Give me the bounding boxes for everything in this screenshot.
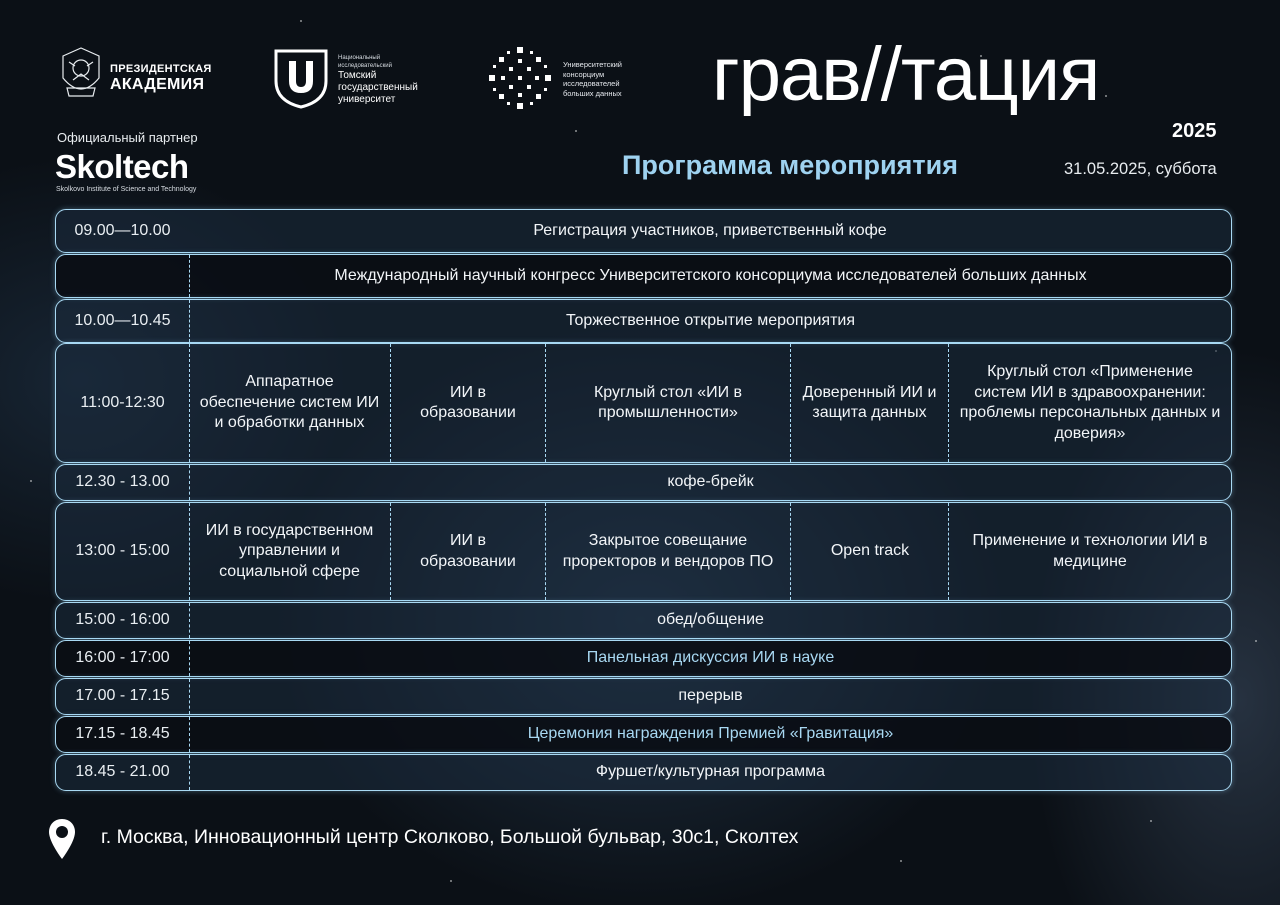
- session-closed-meeting: Закрытое совещание проректоров и вендоров ПО: [545, 503, 790, 600]
- row-text: Панельная дискуссия ИИ в науке: [189, 641, 1231, 676]
- session-medicine: Применение и технологии ИИ в медицине: [948, 503, 1231, 600]
- row-text: кофе-брейк: [189, 465, 1231, 500]
- session-education: ИИ в образовании: [390, 344, 545, 462]
- session-education-2: ИИ в образовании: [390, 503, 545, 600]
- event-address: г. Москва, Инновационный центр Сколково, Большой бульвар, 30с1, Сколтех: [101, 826, 799, 848]
- tsu-line-1: Томский: [338, 70, 377, 81]
- row-time: 15:00 - 16:00: [75, 611, 170, 629]
- schedule-row-sessions-2: [55, 502, 1232, 601]
- session-industry: Круглый стол «ИИ в промышленности»: [545, 344, 790, 462]
- page-title: Программа мероприятия: [622, 150, 958, 180]
- row-time: 12.30 - 13.00: [75, 473, 170, 491]
- schedule-row-lunch: [55, 602, 1232, 639]
- row-time: 11:00-12:30: [80, 393, 165, 411]
- tsu-line-3: университет: [338, 94, 396, 105]
- row-text: Фуршет/культурная программа: [189, 755, 1231, 790]
- consortium-line-1: Университетский: [563, 60, 622, 69]
- row-time: 13:00 - 15:00: [75, 542, 170, 560]
- schedule-row-panel: [55, 640, 1232, 677]
- brand-wordmark: грав//тация: [712, 32, 1100, 117]
- schedule-row-registration: [55, 209, 1232, 253]
- ranepa-line1: ПРЕЗИДЕНТСКАЯ: [110, 63, 212, 75]
- consortium-line-4: больших данных: [563, 88, 622, 98]
- row-text: обед/общение: [189, 603, 1231, 638]
- consortium-line-2: консорциум: [563, 69, 605, 79]
- row-text: Церемония награждения Премией «Гравитация»: [189, 717, 1231, 752]
- row-text: Международный научный конгресс Университетского консорциума исследователей больших данных: [189, 255, 1231, 297]
- row-time: 16:00 - 17:00: [75, 649, 170, 667]
- schedule-row-buffet: [55, 754, 1232, 791]
- session-open-track: Open track: [790, 503, 949, 600]
- event-date: 31.05.2025, суббота: [1064, 160, 1217, 178]
- ranepa-line2: АКАДЕМИЯ: [110, 76, 205, 93]
- skoltech-subtitle: Skolkovo Institute of Science and Technology: [56, 186, 197, 193]
- tsu-shield-icon: [272, 47, 330, 109]
- schedule-row-break: [55, 678, 1232, 715]
- session-healthcare: Круглый стол «Применение систем ИИ в здравоохранении: проблемы персональных данных и доверия»: [948, 344, 1231, 462]
- skoltech-logo: Skoltech: [55, 148, 189, 185]
- tsu-small-2: исследовательский: [338, 63, 392, 69]
- session-government: ИИ в государственном управлении и социальной сфере: [189, 503, 389, 600]
- row-time: [56, 255, 189, 297]
- tsu-small-1: Национальный: [338, 55, 381, 61]
- event-year: 2025: [1172, 120, 1217, 142]
- schedule-row-award: [55, 716, 1232, 753]
- schedule-row-sessions-1: [55, 343, 1232, 463]
- schedule-row-coffee: [55, 464, 1232, 501]
- consortium-name: [563, 60, 643, 98]
- row-text: перерыв: [189, 679, 1231, 714]
- tsu-name: [338, 54, 418, 106]
- schedule-row-congress: [55, 254, 1232, 298]
- row-text: Регистрация участников, приветственный кофе: [533, 221, 887, 239]
- row-text: Торжественное открытие мероприятия: [189, 300, 1231, 342]
- schedule-row-opening: [55, 299, 1232, 343]
- consortium-logo-icon: [487, 45, 553, 111]
- consortium-line-3: исследователей: [563, 79, 620, 88]
- tsu-line-2: государственный: [338, 82, 418, 93]
- row-time: 17.15 - 18.45: [75, 725, 170, 743]
- row-time: 10.00—10.45: [74, 311, 171, 329]
- gravitation-brand-logo: [712, 20, 1237, 140]
- row-time: 09.00—10.00: [74, 221, 171, 239]
- row-time: 17.00 - 17.15: [75, 687, 170, 705]
- ranepa-name: [110, 62, 212, 92]
- row-time: 18.45 - 21.00: [75, 763, 170, 781]
- session-trusted-ai: Доверенный ИИ и защита данных: [790, 344, 948, 462]
- session-hardware: Аппаратное обеспечение систем ИИ и обработки данных: [189, 344, 389, 462]
- partner-label: Официальный партнер: [57, 130, 198, 145]
- map-pin-icon: [47, 818, 77, 860]
